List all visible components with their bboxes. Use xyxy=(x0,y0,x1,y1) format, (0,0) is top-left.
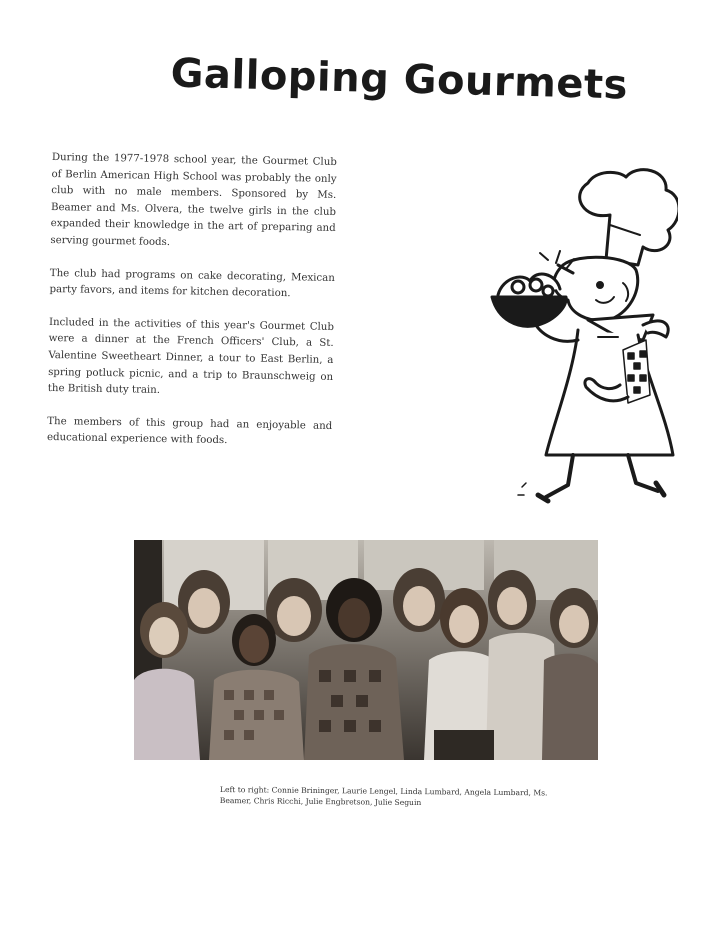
article-body xyxy=(47,150,337,468)
chef-icon xyxy=(478,165,678,510)
group-photo xyxy=(134,540,598,760)
paragraph: The club had programs on cake decorating, Mexican party favors, and items for kitchen decoration. xyxy=(49,267,335,300)
paragraph: The members of this group had an enjoyable and educational experience with foods. xyxy=(46,415,333,447)
paragraph: Included in the activities of this year's Gourmet Club were a dinner at the French Officers' Club, a St. Valentine Sweetheart Dinner, a tour to East Berlin, a spring potluck picnic, and a trip to Braunschweig on the British duty train. xyxy=(47,316,335,397)
page-title: Galloping Gourmets xyxy=(170,50,629,109)
photo-caption: Left to right: Connie Brininger, Laurie Lengel, Linda Lumbard, Angela Lumbard, Ms. Beamer, Chris Ricchi, Julie Engbretson, Julie Seguin xyxy=(219,784,548,808)
paragraph: During the 1977-1978 school year, the Gourmet Club of Berlin American High School was probably the only club with no male members. Sponsored by Ms. Beamer and Ms. Olvera, the twelve girls in the club expanded their knowledge in the art of preparing and serving gourmet foods. xyxy=(50,151,337,249)
